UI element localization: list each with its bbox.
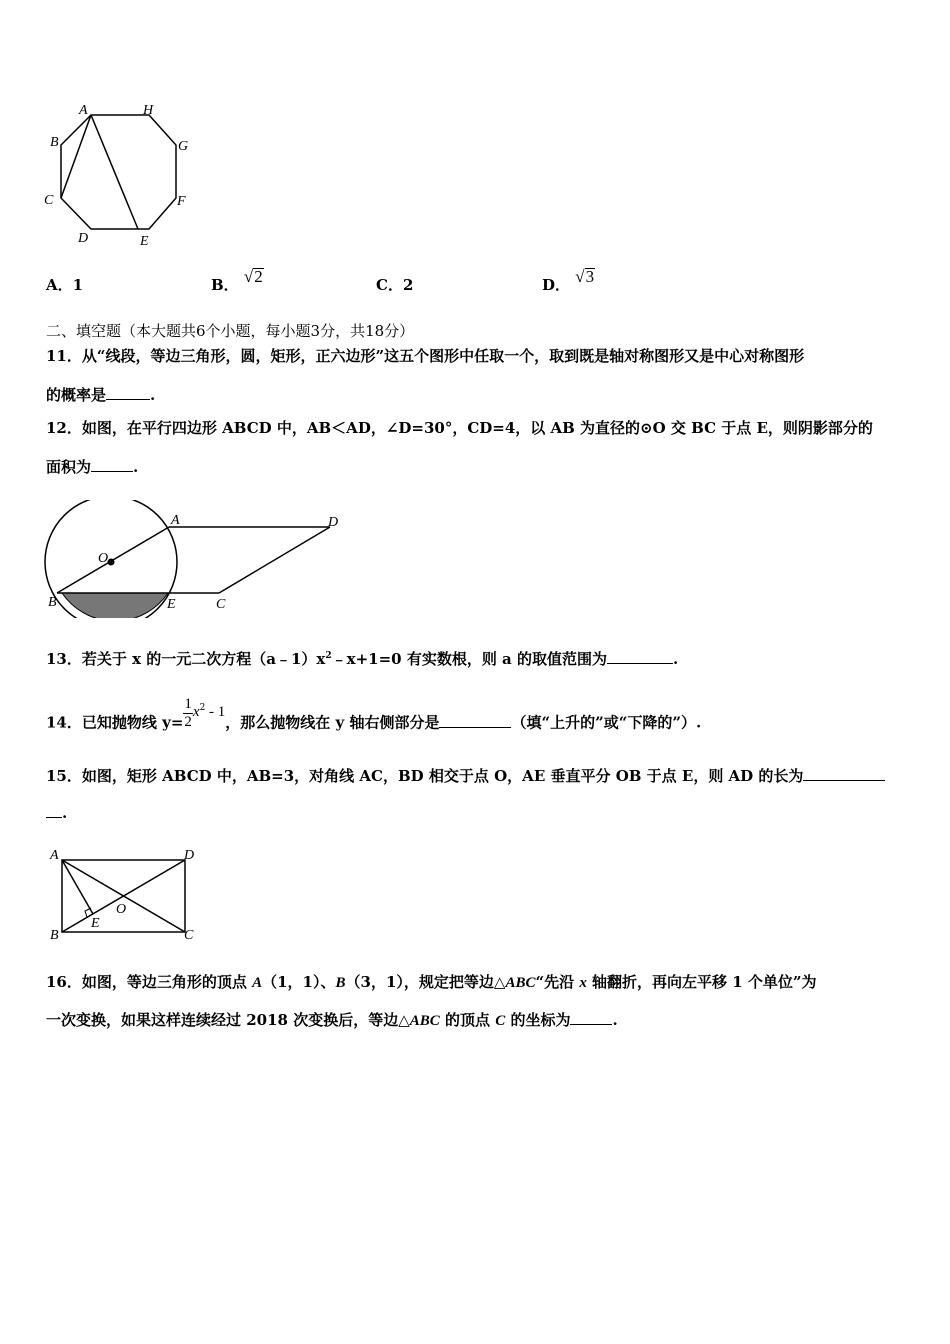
q12-line2 xyxy=(46,456,138,477)
label-B: B xyxy=(50,928,59,943)
q13 xyxy=(46,648,678,669)
label-G: G xyxy=(178,139,189,154)
option-b-radicand: 2 xyxy=(254,267,263,286)
q16-point-a: A xyxy=(252,975,263,991)
label-E: E xyxy=(167,597,176,612)
q14-end: （填“上升的”或“下降的”）. xyxy=(511,713,702,732)
q15-answer-blank-cont[interactable] xyxy=(46,817,62,818)
q16-end: . xyxy=(612,1011,618,1029)
option-a-letter: A． xyxy=(46,276,73,294)
q13-exponent: 2 xyxy=(325,651,332,661)
q16-triangle-2: ABC xyxy=(409,1013,440,1029)
q15-suffix: . xyxy=(62,804,68,822)
q15-text: 15．如图，矩形 ABCD 中，AB=3，对角线 AC，BD 相交于点 O，AE 垂直平分 OB 于点 E，则 AD 的长为 xyxy=(46,767,804,785)
option-c-letter: C． xyxy=(376,276,403,294)
q11-line1: 11．从“线段，等边三角形，圆，矩形，正六边形”这五个图形中任取一个，取到既是轴对称图形又是中心对称图形 xyxy=(46,347,805,365)
label-C: C xyxy=(216,597,226,612)
q16-x-axis: x xyxy=(579,975,587,991)
q16-mid: “先沿 xyxy=(535,973,580,991)
option-b-letter: B． xyxy=(211,276,239,294)
q15-answer-blank[interactable] xyxy=(803,780,885,781)
label-D: D xyxy=(78,231,89,246)
label-C: C xyxy=(184,928,194,943)
q16-point-c: C xyxy=(495,1013,506,1029)
option-d xyxy=(542,267,595,295)
octagon-figure xyxy=(40,98,200,248)
q11-prefix: 的概率是 xyxy=(46,386,107,404)
option-a-value: 1 xyxy=(72,276,84,294)
q13-end: . xyxy=(672,650,679,668)
q15-line2 xyxy=(46,804,67,822)
parallelogram-circle-figure xyxy=(40,500,360,618)
q11-line2 xyxy=(46,384,155,405)
q16-line1-end: 轴翻折，再向左平移 1 个单位”为 xyxy=(586,973,817,991)
label-D: D xyxy=(328,515,339,530)
q14-exponent: 2 xyxy=(199,702,206,713)
label-H: H xyxy=(143,103,154,118)
label-O: O xyxy=(98,551,109,566)
diagonal-AE xyxy=(91,115,138,229)
option-b-sqrt: √2 xyxy=(243,267,263,286)
q12-prefix: 面积为 xyxy=(46,458,92,476)
q13-suffix: ﹣x+1=0 有实数根，则 a 的取值范围为 xyxy=(331,650,607,668)
side-CD xyxy=(219,527,330,593)
q16-part3: 的顶点 xyxy=(439,1011,496,1029)
q14-denominator: 2 xyxy=(184,714,192,730)
label-F: F xyxy=(177,194,186,209)
label-E: E xyxy=(91,916,100,931)
option-a xyxy=(46,274,83,295)
rectangle-figure xyxy=(40,842,210,946)
q12-suffix: . xyxy=(133,458,139,476)
q16-part1: 16．如图，等边三角形的顶点 xyxy=(46,973,253,991)
q12-line1: 12．如图，在平行四边形 ABCD 中，AB＜AD，∠D=30°，CD=4，以 AB 为直径的⊙O 交 BC 于点 E，则阴影部分的 xyxy=(46,419,873,437)
label-A: A xyxy=(171,513,180,528)
q11-suffix: . xyxy=(150,386,156,404)
q16-part4: 的坐标为 xyxy=(505,1011,571,1029)
q12-answer-blank[interactable] xyxy=(91,471,133,472)
segment-AE xyxy=(62,860,93,914)
q14-answer-blank[interactable] xyxy=(439,727,511,728)
label-O: O xyxy=(116,902,127,917)
label-D: D xyxy=(184,848,195,863)
option-c-value: 2 xyxy=(402,276,414,294)
q15-line1 xyxy=(46,765,885,786)
q14-prefix: 14．已知抛物线 y= xyxy=(46,713,184,732)
q16-triangle-1: ABC xyxy=(505,975,536,991)
q11-answer-blank[interactable] xyxy=(106,399,150,400)
q16-coord-b: （3，1），规定把等边△ xyxy=(345,973,506,991)
label-A: A xyxy=(79,103,88,118)
q16-coord-a: （1，1）、 xyxy=(262,973,336,991)
q16-line1 xyxy=(46,971,817,992)
octagon-outline xyxy=(61,115,176,229)
label-C: C xyxy=(44,193,54,208)
q16-point-b: B xyxy=(335,975,346,991)
q14-suffix: ，那么抛物线在 y 轴右侧部分是 xyxy=(225,713,440,732)
q14-minus-one: - 1 xyxy=(205,703,226,720)
option-c xyxy=(376,274,413,295)
q14-variable: x xyxy=(192,703,200,720)
label-A: A xyxy=(50,848,59,863)
option-d-radicand: 3 xyxy=(585,267,595,286)
q13-prefix: 13．若关于 x 的一元二次方程（a﹣1）x xyxy=(46,650,326,668)
q16-answer-blank[interactable] xyxy=(570,1024,612,1025)
option-b xyxy=(211,267,264,295)
center-point xyxy=(108,559,115,566)
label-B: B xyxy=(48,595,57,610)
q14-fraction xyxy=(183,696,193,731)
option-d-sqrt: √3 xyxy=(575,267,595,286)
q14 xyxy=(46,696,702,741)
label-E: E xyxy=(140,234,149,248)
label-B: B xyxy=(50,135,59,150)
diagonal-AC xyxy=(61,115,91,198)
q16-line2 xyxy=(46,1009,618,1030)
q14-numerator: 1 xyxy=(184,696,192,712)
q13-answer-blank[interactable] xyxy=(607,663,673,664)
q16-part2: 一次变换，如果这样连续经过 2018 次变换后，等边△ xyxy=(46,1011,410,1029)
section-title: 二、填空题（本大题共6个小题，每小题3分，共18分） xyxy=(46,322,415,340)
option-d-letter: D． xyxy=(542,276,571,294)
